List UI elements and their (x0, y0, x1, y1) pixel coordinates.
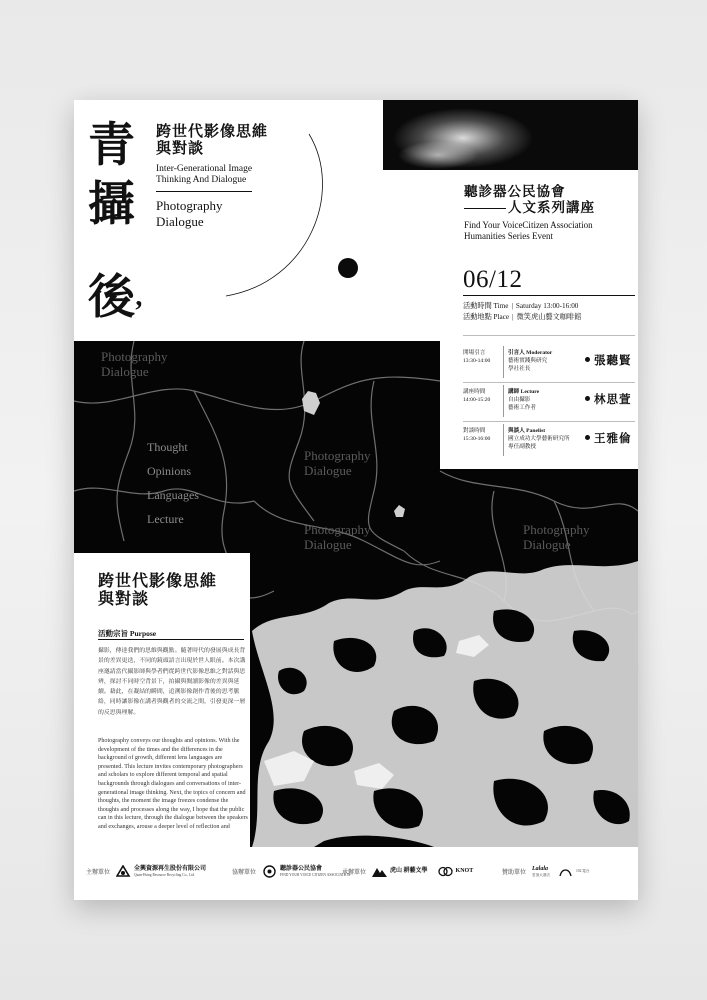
role-title: 與談人 Panelist (508, 428, 546, 434)
sponsor-footer (74, 847, 638, 900)
ghost-3-line-2: Dialogue (304, 537, 352, 552)
sponsor-logo-sub: 雲頂大酒店 (532, 872, 550, 877)
purpose-body-en: Photography conveys our thoughts and opinions. With the development of the times and the differences in the background of growth, different lens languages are presented. This lecture invites contemporary photographers and scholars to explore different temporal and spatial backgrounds through dialogues and conversations of inter-generational image thinking. Next, the topics of concern and thoughts, the moment the image freezes condense the thoughts and processes along the way, I hope that the public can in this lecture, through the dialogue between the speakers and exchanges, arouse a deeper level of reflection and (98, 738, 248, 830)
topic-item: Thought (147, 440, 188, 454)
org-name-zh: 聽診器公民協會 (464, 184, 566, 199)
schedule-time (463, 349, 503, 365)
role-title: 講師 Lecture (508, 389, 540, 395)
info-time-row: 活動時間 Time | Saturday 13:00-16:00 (463, 302, 579, 310)
host-label: 承辦單位 (342, 870, 367, 876)
sponsor-logo-main: Lalala (532, 865, 549, 872)
purpose-divider (98, 639, 244, 640)
topics-list (147, 435, 199, 531)
schedule-separator (503, 424, 504, 456)
ghost-text-3 (304, 522, 370, 552)
schedule-time-label: 講座時間 (463, 389, 486, 395)
ghost-1-line-1: Photography (101, 349, 168, 364)
speaker-name: 林思萱 (594, 394, 632, 406)
schedule-role (508, 349, 584, 373)
schedule-panel (440, 341, 638, 469)
organizer-logo-sub: Quan-Hsing Resource Recycling Co., Ltd. (134, 872, 195, 877)
topic-item: Lecture (147, 512, 184, 526)
decorative-arc (214, 132, 334, 302)
coorganizer-logo-main: 聽診器公民協會 (280, 865, 323, 872)
schedule-row (463, 349, 633, 379)
schedule-separator (503, 346, 504, 378)
title-char-3: 後 (88, 270, 135, 325)
coorganizer-label: 協辦單位 (232, 870, 257, 876)
host-logo (372, 865, 428, 878)
schedule-time-range: 15:30-16:00 (463, 436, 491, 442)
purpose-panel (74, 553, 250, 853)
ghost-4-line-2: Dialogue (523, 537, 571, 552)
host-logo-2-main: KNOT (455, 868, 474, 874)
org-en-line-1: Find Your VoiceCitizen Association (464, 220, 593, 230)
poster (74, 100, 638, 900)
subtitle-en-line-2: Thinking And Dialogue (156, 175, 247, 185)
subtitle-zh-line-2: 與對談 (156, 141, 205, 157)
topic-item: Opinions (147, 464, 192, 478)
purpose-title-line-2: 與對談 (98, 591, 150, 608)
sponsor-logo-2 (558, 865, 589, 878)
stethoscope-logo-icon (262, 865, 277, 878)
topic-item: Languages (147, 488, 199, 502)
ghost-3-line-1: Photography (304, 522, 371, 537)
main-title (88, 118, 148, 333)
knot-logo-icon (438, 865, 453, 878)
role-line: 國立成功大學藝術研究所 (508, 436, 570, 442)
schedule-role (508, 388, 584, 412)
bullet-dot (585, 357, 590, 362)
time-value: Saturday 13:00-16:00 (515, 302, 579, 310)
role-line: 學社社長 (508, 366, 531, 372)
decorative-dot (338, 258, 358, 278)
organizer-heading (464, 184, 634, 242)
schedule-role (508, 427, 584, 451)
subtitle-zh-line-1: 跨世代影像思維 (156, 124, 269, 140)
org-series-text: 人文系列講座 (508, 200, 595, 215)
schedule-row (463, 388, 633, 418)
ghost-1-line-2: Dialogue (101, 364, 149, 379)
host-logo-2 (438, 865, 474, 878)
mountain-logo-icon (372, 865, 387, 878)
role-line: 自由攝影 (508, 397, 531, 403)
sponsor-label: 贊助單位 (502, 870, 527, 876)
coorganizer-logo-sub: FIND YOUR VOICE CITIZEN ASSOCIATION (280, 872, 351, 877)
radio-logo-icon (558, 865, 573, 878)
ghost-text-2 (304, 448, 370, 478)
speaker-name: 王雅倫 (594, 433, 632, 445)
host-credit (342, 865, 473, 878)
speaker-name: 張聽賢 (594, 355, 632, 367)
schedule-separator (503, 385, 504, 417)
place-label: 活動地點 Place (463, 313, 510, 321)
org-en-line-2: Humanities Series Event (464, 231, 553, 241)
schedule-top-rule (463, 335, 635, 336)
title-char-2: 攝 (88, 177, 135, 232)
org-dash (464, 208, 506, 209)
sponsor-credit (502, 865, 589, 878)
coorganizer-logo (262, 865, 350, 878)
ghost-text-1 (101, 349, 167, 379)
purpose-body-zh: 攝影，傳達我們的思維與觀點。隨著時代的發展與成長背景的差異更迭，不同的鏡頭語言出現於世人眼前。本次講座邀請當代攝影師與學者們從跨世代影像思維之對話與思辨，探討不同時空背景下，拍攝與閱讀影像的差異與延續。藉此，在凝結的瞬間，追溯影像創作背後的思考脈絡，同時讓影像在講者與觀者的交流之間，引發更深一層的反思與理解。 (98, 648, 246, 716)
schedule-time-label: 對談時間 (463, 428, 486, 434)
subtitle-en-line-1: Inter-Generational Image (156, 164, 253, 174)
schedule-time (463, 427, 503, 443)
bullet-dot (585, 435, 590, 440)
role-title: 引言人 Moderator (508, 350, 553, 356)
schedule-time-label: 開場引言 (463, 350, 486, 356)
subtitle-en2-line-1: Photography (156, 198, 223, 213)
schedule-time (463, 388, 503, 404)
ghost-2-line-2: Dialogue (304, 463, 352, 478)
bullet-dot (585, 396, 590, 401)
organizer-logo (116, 865, 206, 878)
purpose-title-line-1: 跨世代影像思維 (98, 573, 218, 590)
organizer-credit (86, 865, 206, 878)
role-line: 藝術實踐與研究 (508, 358, 548, 364)
ghost-2-line-1: Photography (304, 448, 371, 463)
org-name-en (464, 220, 634, 242)
sponsor-logo-2-main: 102 電台 (575, 869, 590, 874)
purpose-label: 活動宗旨 Purpose (98, 629, 157, 638)
time-label: 活動時間 Time (463, 302, 509, 310)
title-char-1: 青 (88, 118, 135, 173)
role-line: 藝術工作者 (508, 405, 536, 411)
ghost-4-line-1: Photography (523, 522, 590, 537)
host-logo-main: 虎山 耕藝文學 (390, 868, 428, 874)
subtitle-en2-line-2: Dialogue (156, 214, 204, 229)
sponsor-logo (532, 866, 550, 878)
date-divider (463, 295, 635, 296)
organizer-label: 主辦單位 (86, 870, 111, 876)
ghost-text-4 (523, 522, 589, 552)
recycle-logo-icon (116, 865, 131, 878)
organizer-logo-main: 全興資源再生股份有限公司 (134, 865, 207, 872)
org-series-zh (464, 200, 634, 216)
event-date: 06/12 (463, 266, 523, 293)
place-value: 微笑虎山藝文咖啡館 (516, 313, 582, 321)
role-line: 專任副教授 (508, 444, 536, 450)
top-photo-strip (383, 100, 638, 170)
schedule-rule (463, 382, 635, 383)
coorganizer-credit (232, 865, 350, 878)
event-info (463, 301, 581, 323)
schedule-time-range: 13:30-14:00 (463, 358, 491, 364)
schedule-rule (463, 421, 635, 422)
title-comma: ’ (134, 296, 144, 327)
purpose-title (98, 573, 217, 609)
info-place-row: 活動地點 Place | 微笑虎山藝文咖啡館 (463, 313, 582, 321)
schedule-time-range: 14:00-15:20 (463, 397, 491, 403)
schedule-row (463, 427, 633, 457)
